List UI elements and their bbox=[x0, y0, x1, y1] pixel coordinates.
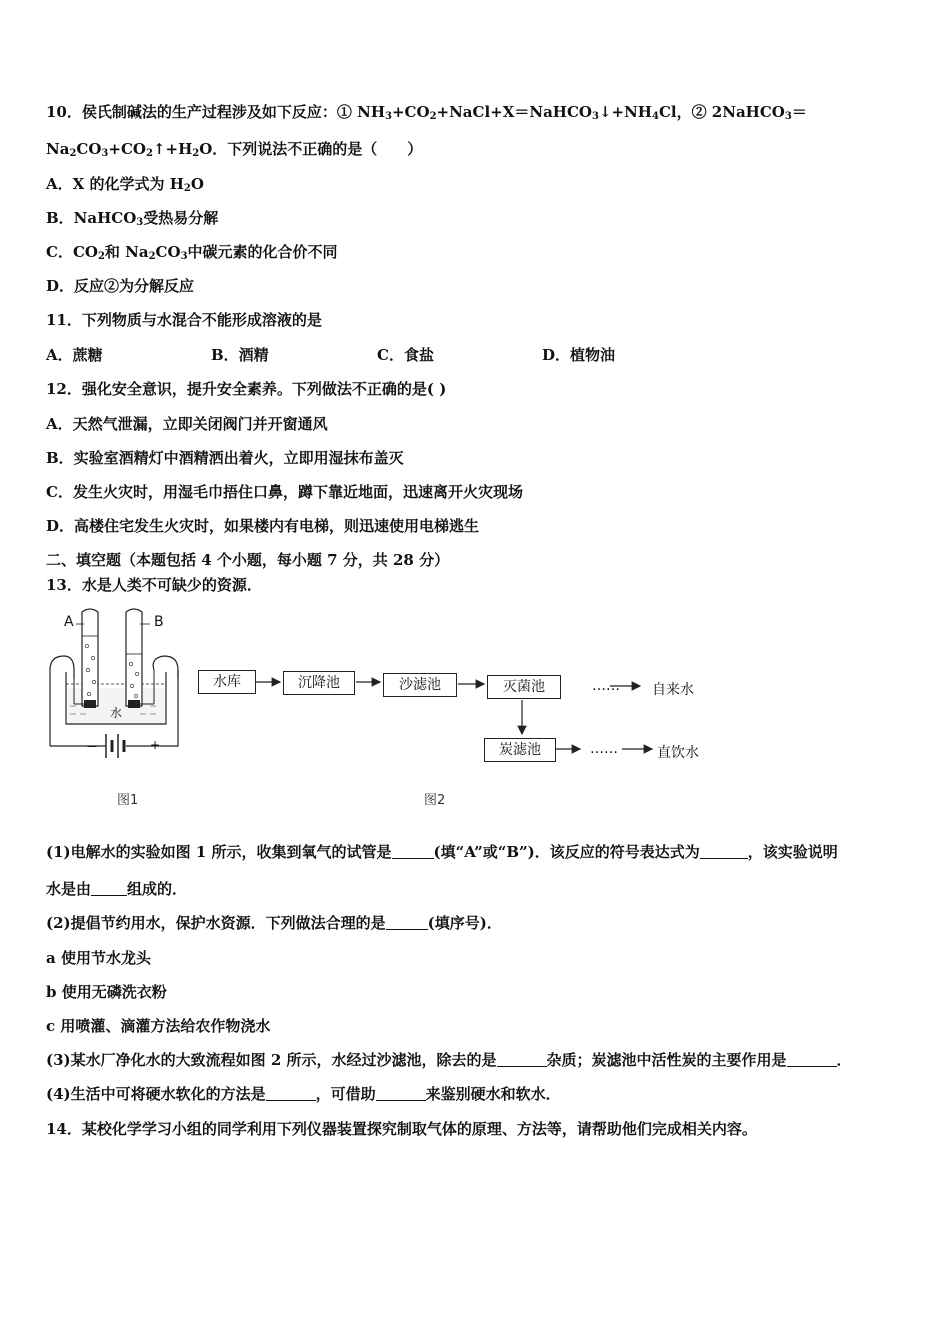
q12-option-a: A．天然气泄漏，立即关闭阀门并开窗通风 bbox=[46, 415, 328, 433]
answer-blank[interactable] bbox=[497, 1052, 547, 1067]
answer-blank[interactable] bbox=[392, 844, 434, 859]
q10-option-a: A．X 的化学式为 $H_2O$ bbox=[46, 175, 204, 194]
flow-dots-1: …… bbox=[592, 678, 620, 694]
q10-option-d: D．反应②为分解反应 bbox=[46, 277, 195, 295]
q13-part4: (4)生活中可将硬水软化的方法是 ，可借助 来鉴别硬水和软水． bbox=[46, 1085, 561, 1103]
q11-option-c: C．食盐 bbox=[377, 346, 434, 364]
q13-part1-line2: 水是由 组成的． bbox=[46, 880, 188, 898]
q13-part2-option-a: a 使用节水龙头 bbox=[46, 949, 151, 967]
fig1-label-a: A bbox=[64, 614, 74, 630]
q10-option-b: B．NaHCO$_3$受热易分解 bbox=[46, 209, 219, 228]
q11-option-d: D．植物油 bbox=[542, 346, 616, 364]
answer-blank[interactable] bbox=[787, 1052, 837, 1067]
q13-stem: 13．水是人类不可缺少的资源． bbox=[46, 576, 262, 594]
answer-blank[interactable] bbox=[376, 1086, 426, 1101]
flow-box-settling: 沉降池 bbox=[283, 671, 355, 695]
answer-blank[interactable] bbox=[266, 1086, 316, 1101]
q13-part3: (3)某水厂净化水的大致流程如图 2 所示，水经过沙滤池，除去的是 杂质；炭滤池中活性炭的主要作用是 ． bbox=[46, 1051, 852, 1069]
flow-box-reservoir: 水库 bbox=[198, 670, 256, 694]
flow-box-sand-filter: 沙滤池 bbox=[383, 673, 457, 697]
q12-option-c: C．发生火灾时，用湿毛巾捂住口鼻，蹲下靠近地面，迅速离开火灾现场 bbox=[46, 483, 523, 501]
flow-dots-2: …… bbox=[590, 741, 618, 757]
answer-blank[interactable] bbox=[700, 844, 748, 859]
electrolysis-figure bbox=[44, 606, 194, 776]
q11-option-b: B．酒精 bbox=[211, 346, 269, 364]
q13-part2-option-b: b 使用无磷洗衣粉 bbox=[46, 983, 167, 1001]
q10-stem-line2: $Na_2CO_3+CO_2↑+H_2O$．下列说法不正确的是（ ） bbox=[46, 140, 423, 159]
fig2-caption: 图2 bbox=[424, 793, 446, 808]
q13-part2-option-c: c 用喷灌、滴灌方法给农作物浇水 bbox=[46, 1017, 271, 1035]
q13-part1-line1: (1)电解水的实验如图 1 所示，收集到氧气的试管是 (填“A”或“B”)．该反应的符号表达式为 ，该实验说明 bbox=[46, 843, 838, 861]
q10-stem-line1: 10．侯氏制碱法的生产过程涉及如下反应：① $NH_3+CO_2+NaCl+X=NaHCO_3↓+NH_4Cl$，② 2NaHCO$_3$＝ bbox=[46, 103, 807, 122]
q12-option-d: D．高楼住宅发生火灾时，如果楼内有电梯，则迅速使用电梯逃生 bbox=[46, 517, 480, 535]
q12-option-b: B．实验室酒精灯中酒精洒出着火，立即用湿抹布盖灭 bbox=[46, 449, 404, 467]
answer-blank[interactable] bbox=[91, 881, 127, 896]
flow-box-carbon-filter: 炭滤池 bbox=[484, 738, 556, 762]
q10-option-c: C．$CO_2$和 $Na_2CO_3$中碳元素的化合价不同 bbox=[46, 243, 338, 262]
flow-output-drinking-water: 直饮水 bbox=[657, 745, 699, 761]
q11-stem: 11．下列物质与水混合不能形成溶液的是 bbox=[46, 311, 322, 329]
flow-output-tap-water: 自来水 bbox=[652, 682, 694, 698]
fig1-water-label: 水 bbox=[110, 706, 123, 720]
fig1-plus-label: + bbox=[150, 738, 161, 752]
fig1-caption: 图1 bbox=[117, 793, 139, 808]
q13-part2: (2)提倡节约用水，保护水资源．下列做法合理的是 (填序号)． bbox=[46, 914, 502, 932]
q11-option-a: A．蔗糖 bbox=[46, 346, 103, 364]
q12-stem: 12．强化安全意识，提升安全素养。下列做法不正确的是( ) bbox=[46, 380, 447, 398]
q14-stem: 14．某校化学学习小组的同学利用下列仪器装置探究制取气体的原理、方法等，请帮助他们完成相关内容。 bbox=[46, 1120, 757, 1138]
fig1-minus-label: － bbox=[86, 740, 99, 754]
section-heading: 二、填空题（本题包括 4 个小题，每小题 7 分，共 28 分） bbox=[46, 551, 450, 569]
answer-blank[interactable] bbox=[386, 915, 428, 930]
flow-box-sterilize: 灭菌池 bbox=[487, 675, 561, 699]
fig1-label-b: B bbox=[154, 614, 164, 630]
